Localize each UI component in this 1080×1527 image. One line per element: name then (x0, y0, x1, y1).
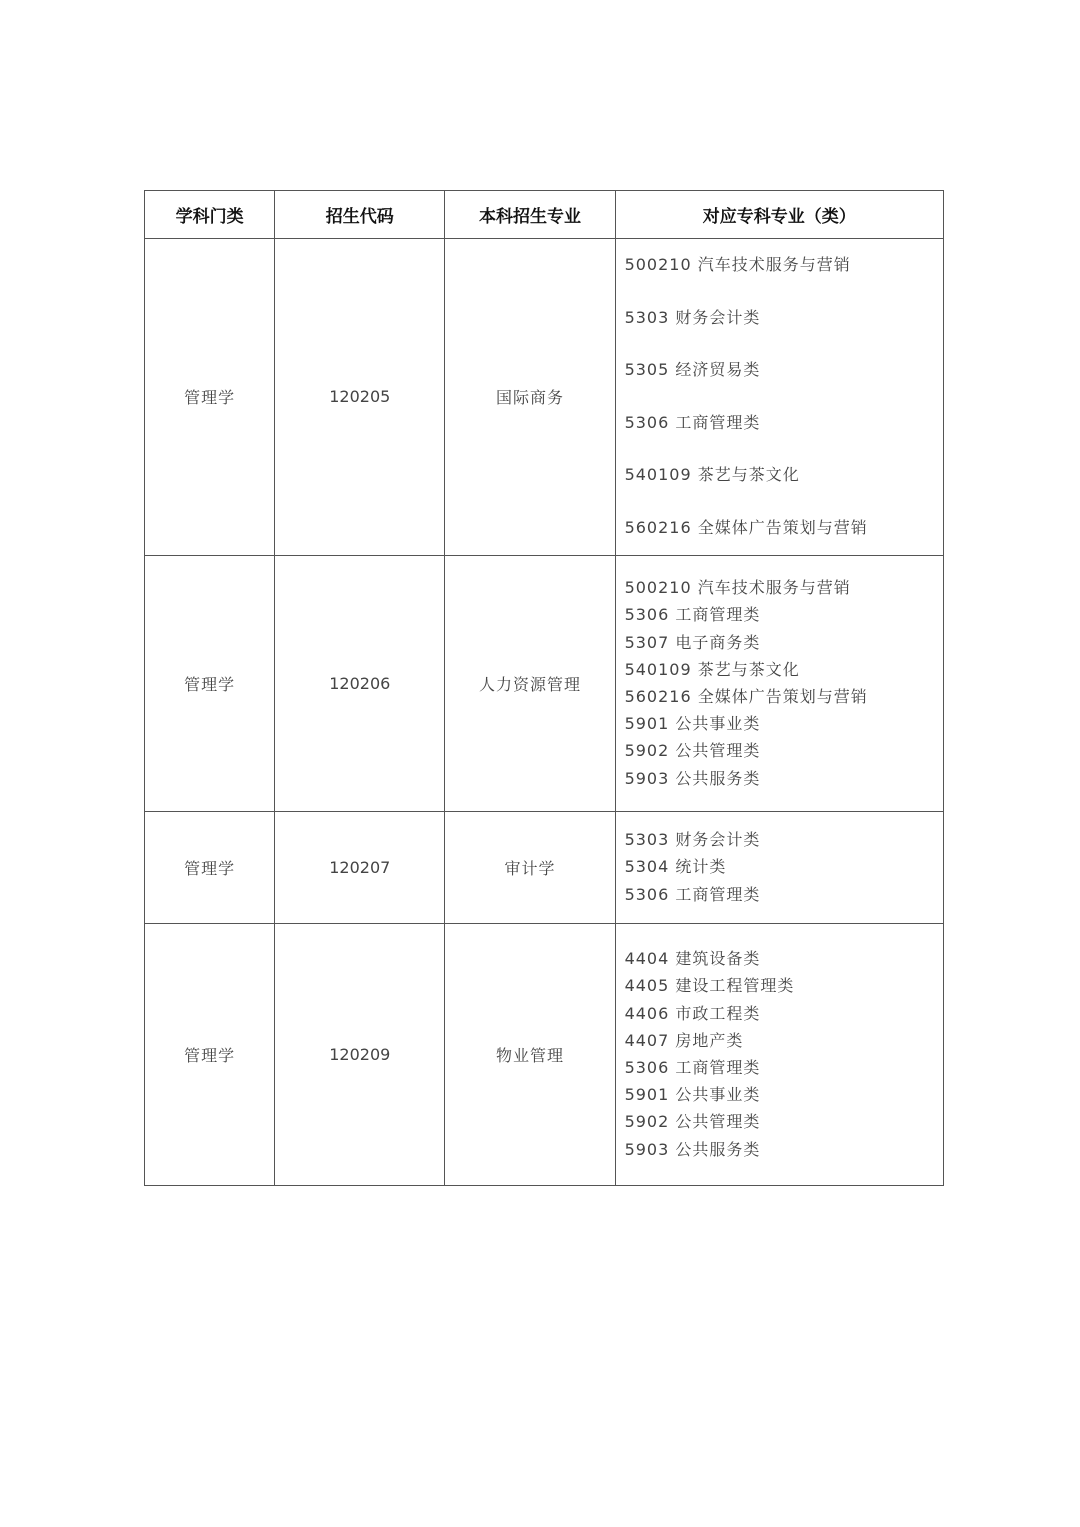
major-cell: 国际商务 (445, 239, 615, 556)
specialties-cell (615, 555, 943, 811)
major-cell: 人力资源管理 (445, 555, 615, 811)
table-row (145, 555, 944, 811)
code-cell: 120206 (275, 555, 445, 811)
table-row (145, 923, 944, 1185)
category-cell: 管理学 (145, 923, 275, 1185)
code-cell: 120209 (275, 923, 445, 1185)
specialty-item: 5903 公共服务类 (624, 1139, 761, 1159)
specialty-item: 560216 全媒体广告策划与营销 (624, 517, 868, 537)
specialties-cell (615, 239, 943, 556)
category-cell: 管理学 (145, 811, 275, 923)
specialty-item: 5902 公共管理类 (624, 741, 761, 761)
specialty-item: 4404 建筑设备类 (624, 949, 761, 969)
major-cell: 物业管理 (445, 923, 615, 1185)
specialty-item: 5306 工商管理类 (624, 605, 761, 625)
specialty-item: 5303 财务会计类 (624, 307, 761, 327)
category-cell: 管理学 (145, 555, 275, 811)
specialty-item: 5306 工商管理类 (624, 884, 761, 904)
category-cell: 管理学 (145, 239, 275, 556)
specialty-item: 4405 建设工程管理类 (624, 976, 795, 996)
specialty-item: 5303 财务会计类 (624, 830, 761, 850)
table-header-row (145, 191, 944, 239)
specialties-cell (615, 923, 943, 1185)
specialty-item: 5304 统计类 (624, 857, 727, 877)
code-cell: 120205 (275, 239, 445, 556)
specialty-item: 5902 公共管理类 (624, 1112, 761, 1132)
specialty-item: 540109 茶艺与茶文化 (624, 659, 800, 679)
header-category: 学科门类 (145, 191, 275, 239)
specialty-item: 500210 汽车技术服务与营销 (624, 255, 851, 274)
header-major: 本科招生专业 (445, 191, 615, 239)
header-specialties: 对应专科专业（类） (615, 191, 943, 239)
specialty-item: 5306 工商管理类 (624, 412, 761, 432)
table-row (145, 239, 944, 556)
specialty-item: 5901 公共事业类 (624, 714, 761, 734)
specialty-item: 5901 公共事业类 (624, 1085, 761, 1105)
header-code: 招生代码 (275, 191, 445, 239)
specialty-item: 4407 房地产类 (624, 1030, 744, 1050)
specialty-item: 500210 汽车技术服务与营销 (624, 578, 851, 598)
major-cell: 审计学 (445, 811, 615, 923)
specialty-item: 5305 经济贸易类 (624, 360, 761, 380)
specialty-item: 4406 市政工程类 (624, 1003, 761, 1023)
specialty-item: 5903 公共服务类 (624, 768, 761, 788)
table-row (145, 811, 944, 923)
specialty-item: 5306 工商管理类 (624, 1058, 761, 1078)
major-mapping-table (144, 190, 944, 1186)
specialties-cell (615, 811, 943, 923)
specialty-item: 5307 电子商务类 (624, 632, 761, 652)
code-cell: 120207 (275, 811, 445, 923)
specialty-item: 540109 茶艺与茶文化 (624, 465, 800, 485)
specialty-item: 560216 全媒体广告策划与营销 (624, 687, 868, 707)
